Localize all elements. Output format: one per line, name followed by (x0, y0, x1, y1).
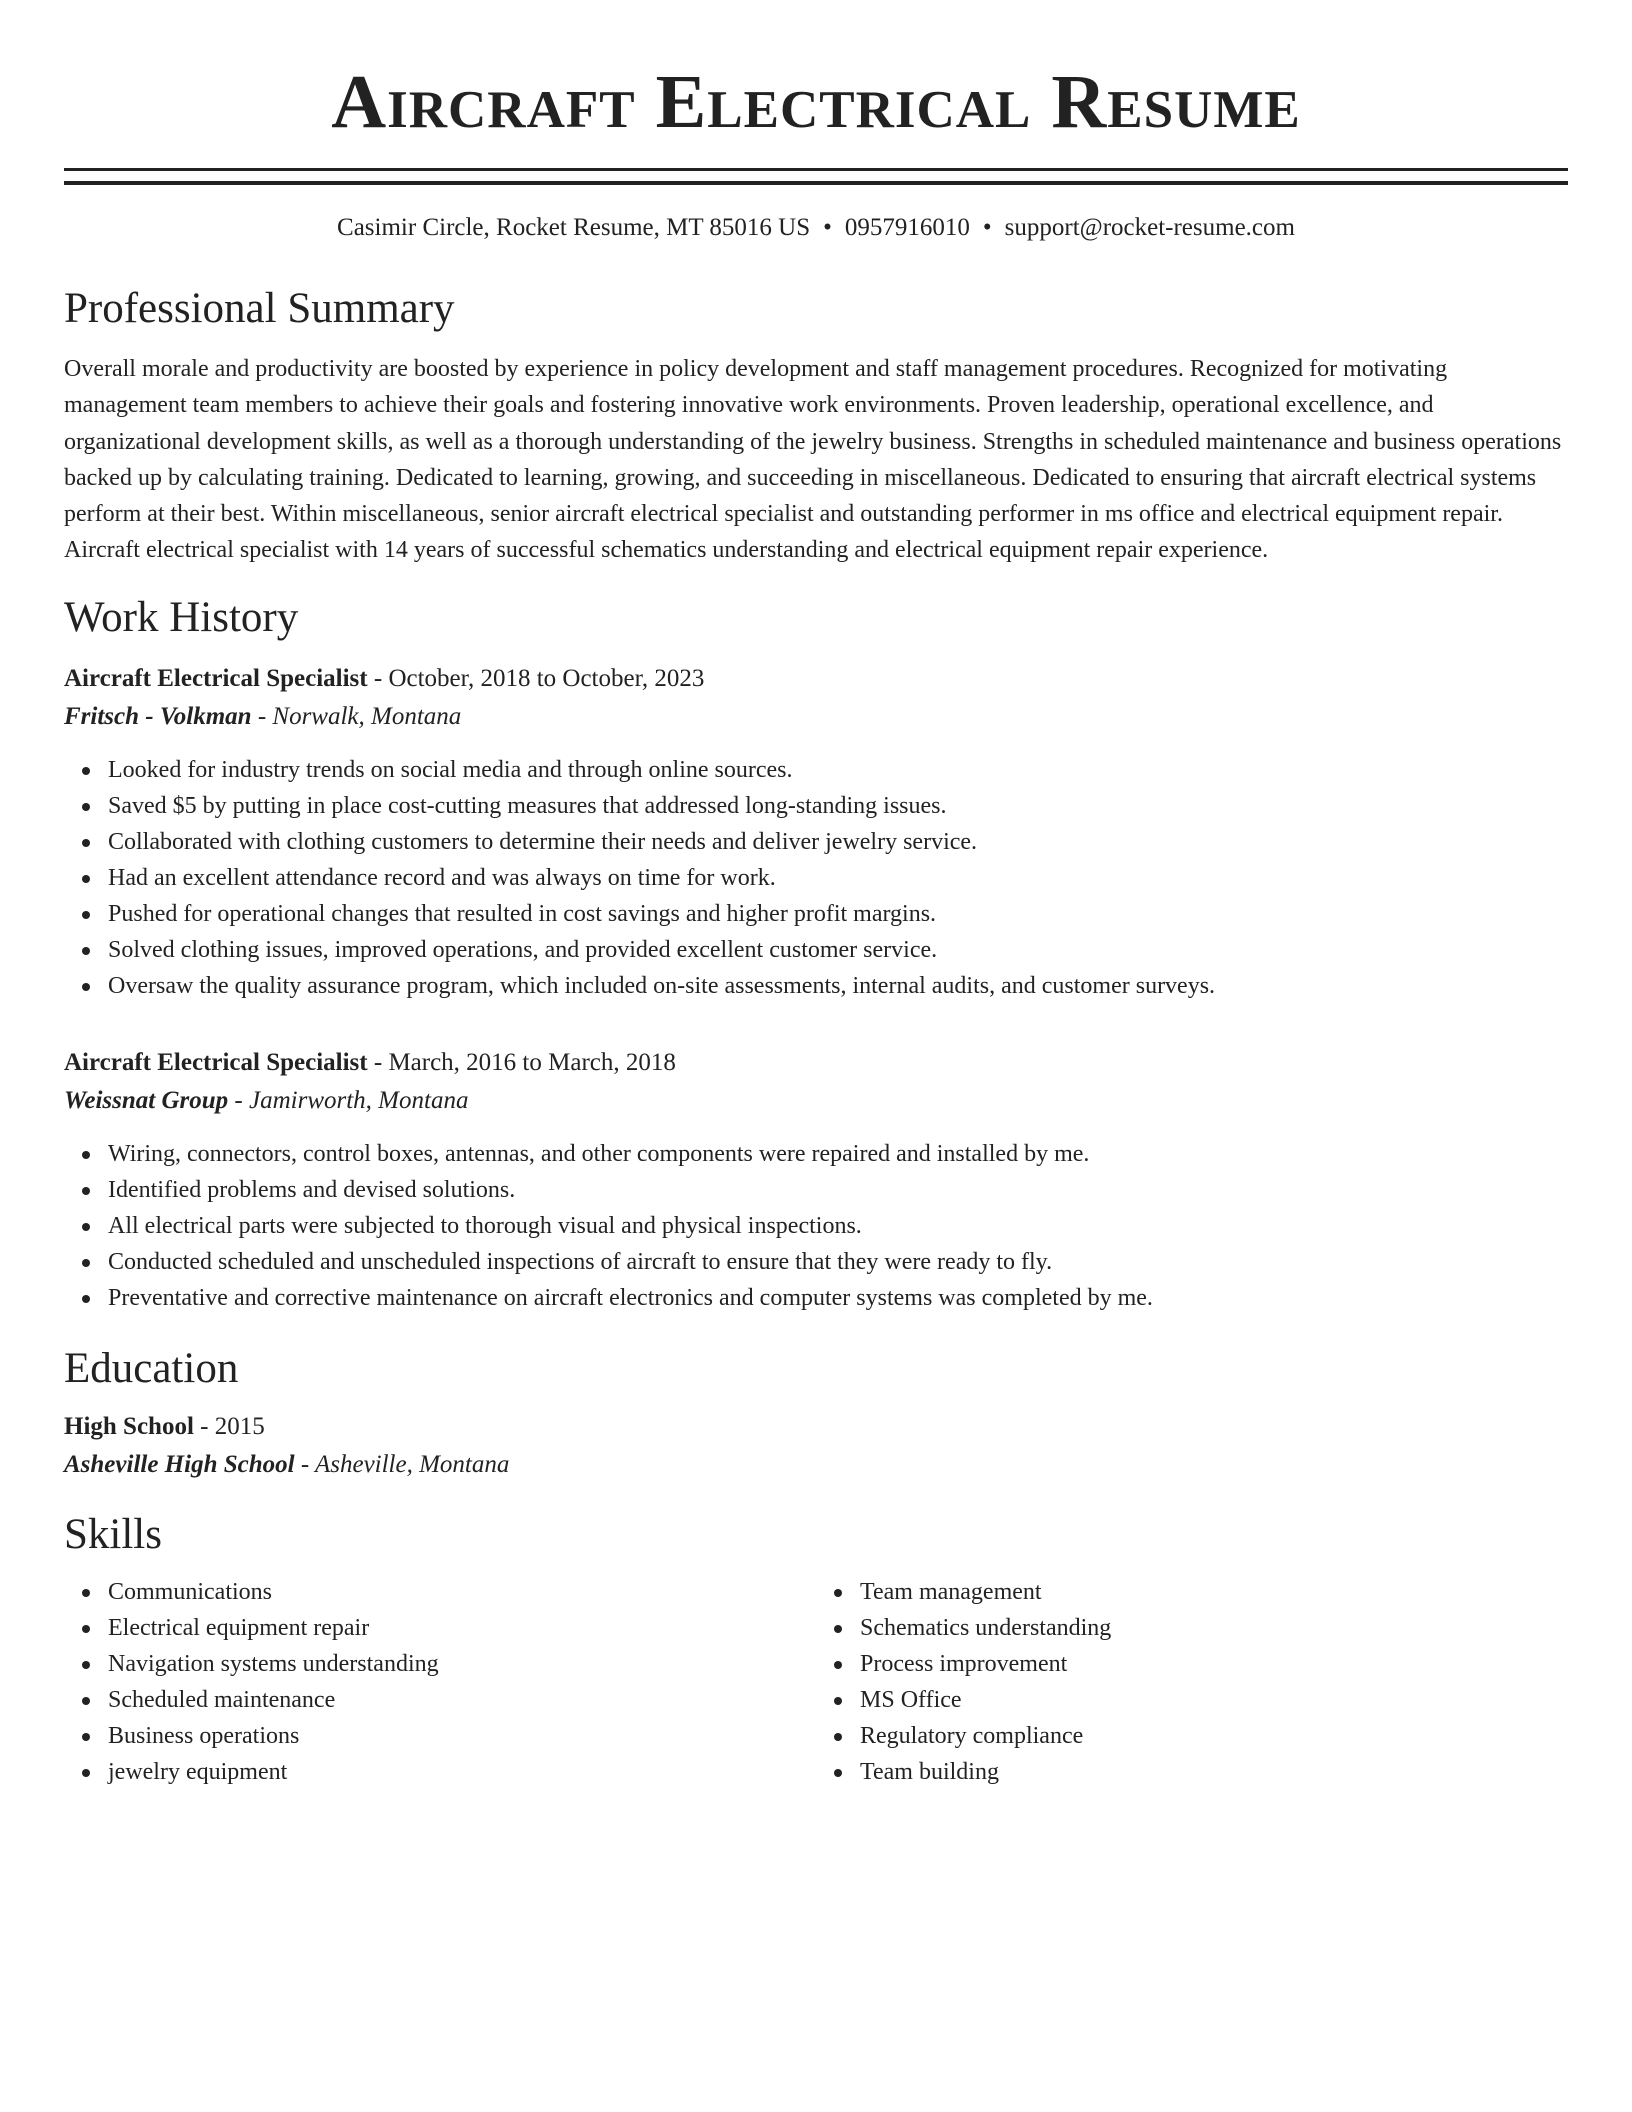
skill-item: Scheduled maintenance (108, 1682, 816, 1718)
skill-item: Process improvement (860, 1646, 1568, 1682)
dash: - (367, 664, 389, 692)
title-double-rule (64, 168, 1568, 185)
skills-columns (64, 1574, 1568, 1790)
school-line (64, 1446, 1568, 1484)
company-line (64, 1082, 1568, 1120)
job-title: Aircraft Electrical Specialist (64, 1048, 368, 1076)
dash: - (228, 1086, 249, 1114)
contact-separator: • (823, 214, 832, 241)
skills-heading: Skills (64, 1510, 162, 1558)
dash: - (367, 1048, 389, 1076)
job-title-line (64, 660, 1568, 698)
dash: - (251, 702, 273, 730)
graduation-year: 2015 (214, 1412, 265, 1440)
list-item: Saved $5 by putting in place cost-cutting measures that addressed long-standing issues. (108, 788, 1568, 824)
contact-address: Casimir Circle, Rocket Resume, MT 85016 US (337, 214, 811, 241)
school-name: Asheville High School (64, 1450, 295, 1478)
summary-text: Overall morale and productivity are boosted by experience in policy development and staff management procedures. Recognized for motivating management team members to achieve their goals and fostering innovative work environments. Proven leadership, operational excellence, and organizational development skills, as well as a thorough understanding of the jewelry business. Strengths in scheduled maintenance and business operations backed up by calculating training. Dedicated to learning, growing, and succeeding in miscellaneous. Dedicated to ensuring that aircraft electrical systems perform at their best. Within miscellaneous, senior aircraft electrical specialist and outstanding performer in ms office and electrical equipment repair. Aircraft electrical specialist with 14 years of successful schematics understanding and electrical equipment repair experience. (64, 356, 1562, 564)
list-item: All electrical parts were subjected to thorough visual and physical inspections. (108, 1208, 1568, 1244)
list-item: Looked for industry trends on social media and through online sources. (108, 752, 1568, 788)
skill-item: Regulatory compliance (860, 1718, 1568, 1754)
education-heading: Education (64, 1344, 239, 1392)
job-title-line (64, 1044, 1568, 1082)
company-name: Fritsch - Volkman (64, 702, 252, 730)
work-history-heading: Work History (64, 593, 299, 641)
list-item: Solved clothing issues, improved operations, and provided excellent customer service. (108, 932, 1568, 968)
contact-phone: 0957916010 (844, 214, 970, 241)
list-item: Wiring, connectors, control boxes, antennas, and other components were repaired and installed by me. (108, 1136, 1568, 1172)
job-entry (64, 1044, 1568, 1316)
list-item: Preventative and corrective maintenance on aircraft electronics and computer systems was completed by me. (108, 1280, 1568, 1316)
list-item: Collaborated with clothing customers to determine their needs and deliver jewelry service. (108, 824, 1568, 860)
degree-line (64, 1408, 1568, 1446)
job-dates: October, 2018 to October, 2023 (388, 664, 705, 692)
skill-item: Business operations (108, 1718, 816, 1754)
job-bullets (64, 1136, 1568, 1316)
dash: - (193, 1412, 215, 1440)
skill-item: MS Office (860, 1682, 1568, 1718)
company-name: Weissnat Group (64, 1086, 229, 1114)
resume-title: Aircraft Electrical Resume (331, 60, 1301, 144)
skill-item: Communications (108, 1574, 816, 1610)
list-item: Oversaw the quality assurance program, which included on-site assessments, internal audits, and customer surveys. (108, 968, 1568, 1004)
skill-item: Electrical equipment repair (108, 1610, 816, 1646)
education-entry (64, 1408, 1568, 1484)
list-item: Had an excellent attendance record and was always on time for work. (108, 860, 1568, 896)
contact-line (64, 212, 1568, 244)
contact-email: support@rocket-resume.com (1004, 214, 1295, 241)
company-location: Jamirworth, Montana (249, 1086, 469, 1114)
list-item: Conducted scheduled and unscheduled inspections of aircraft to ensure that they were ready to fly. (108, 1244, 1568, 1280)
company-line (64, 698, 1568, 736)
skill-item: Team building (860, 1754, 1568, 1790)
skill-item: Team management (860, 1574, 1568, 1610)
school-location: Asheville, Montana (314, 1450, 510, 1478)
job-entry (64, 660, 1568, 1004)
skill-item: Navigation systems understanding (108, 1646, 816, 1682)
list-item: Pushed for operational changes that resulted in cost savings and higher profit margins. (108, 896, 1568, 932)
job-dates: March, 2016 to March, 2018 (388, 1048, 676, 1076)
company-location: Norwalk, Montana (272, 702, 462, 730)
list-item: Identified problems and devised solutions. (108, 1172, 1568, 1208)
dash: - (294, 1450, 315, 1478)
skill-item: Schematics understanding (860, 1610, 1568, 1646)
contact-separator: • (982, 214, 992, 241)
skills-list-left (64, 1574, 816, 1790)
resume-page (64, 0, 1568, 1790)
skills-list-right (816, 1574, 1568, 1790)
summary-heading: Professional Summary (64, 285, 455, 332)
job-bullets (64, 752, 1568, 1004)
degree: High School (64, 1412, 194, 1440)
skill-item: jewelry equipment (108, 1754, 816, 1790)
job-title: Aircraft Electrical Specialist (64, 664, 368, 692)
